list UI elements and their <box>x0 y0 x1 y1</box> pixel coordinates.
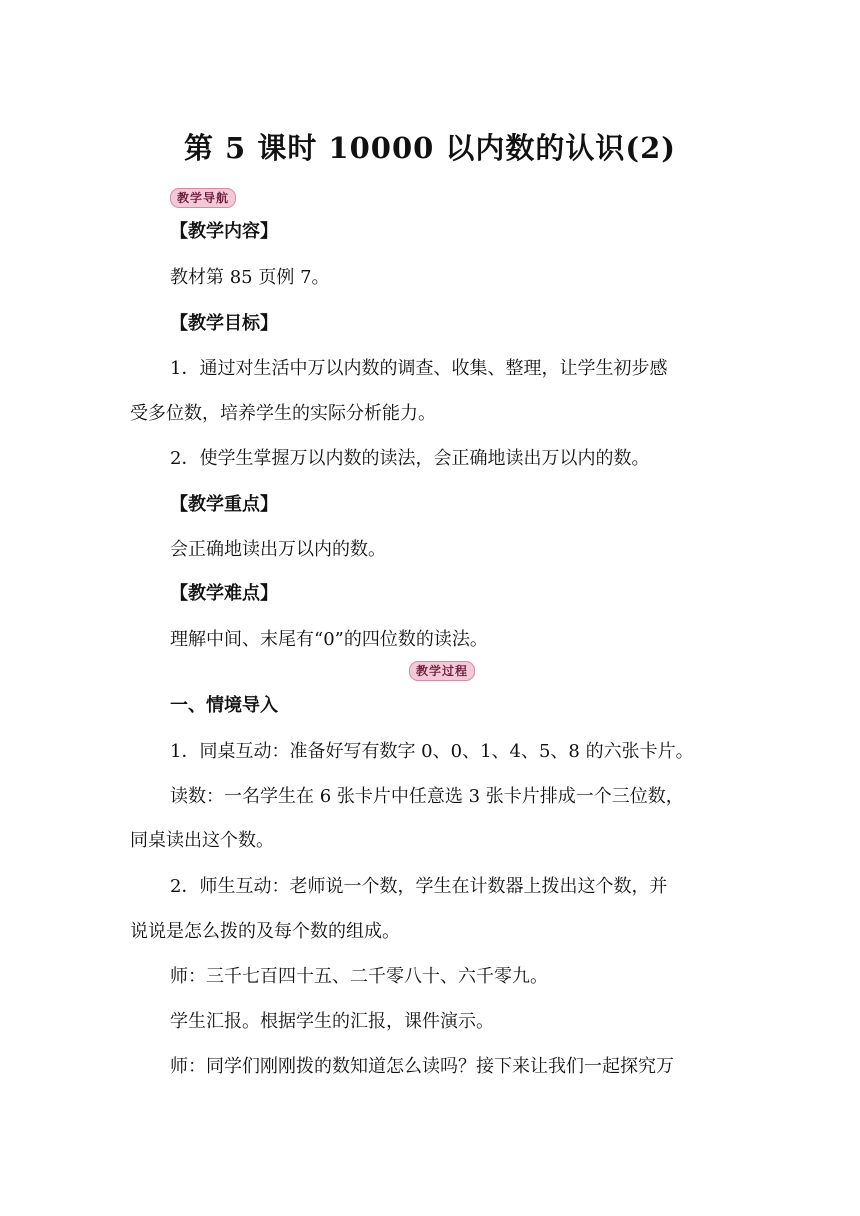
paragraph-text: 说说是怎么拨的及每个数的组成。 <box>130 921 400 942</box>
paragraph-text: 师：同学们刚刚拨的数知道怎么读吗？接下来让我们一起探究万 <box>170 1056 674 1077</box>
paragraph-text: 读数：一名学生在 6 张卡片中任意选 3 张卡片排成一个三位数， <box>170 786 684 807</box>
paragraph-text: 教材第 85 页例 7。 <box>170 267 330 288</box>
section-heading-intro: 一、情境导入 <box>170 695 278 716</box>
paragraph-text: 2．使学生掌握万以内数的读法，会正确地读出万以内的数。 <box>170 448 650 469</box>
paragraph-text: 学生汇报。根据学生的汇报，课件演示。 <box>170 1011 494 1032</box>
section-heading-key-points: 【教学重点】 <box>170 494 278 515</box>
section-heading-content: 【教学内容】 <box>170 221 278 242</box>
section-heading-goals: 【教学目标】 <box>170 313 278 334</box>
page-title: 第 5 课时 10000 以内数的认识(2) <box>183 131 677 165</box>
paragraph-text: 1．同桌互动：准备好写有数字 0、0、1、4、5、8 的六张卡片。 <box>170 741 694 762</box>
paragraph-text: 会正确地读出万以内的数。 <box>170 539 386 560</box>
paragraph-text: 1．通过对生活中万以内数的调查、收集、整理，让学生初步感 <box>170 358 668 379</box>
paragraph-text: 受多位数，培养学生的实际分析能力。 <box>130 403 436 424</box>
paragraph-text: 同桌读出这个数。 <box>130 830 274 851</box>
section-heading-difficulties: 【教学难点】 <box>170 583 278 604</box>
paragraph-text: 师：三千七百四十五、二千零八十、六千零九。 <box>170 966 548 987</box>
teaching-process-badge: 教学过程 <box>409 661 475 681</box>
paragraph-text: 理解中间、末尾有“0”的四位数的读法。 <box>170 629 488 650</box>
teaching-guide-badge: 教学导航 <box>170 188 236 208</box>
paragraph-text: 2．师生互动：老师说一个数，学生在计数器上拨出这个数，并 <box>170 876 668 897</box>
